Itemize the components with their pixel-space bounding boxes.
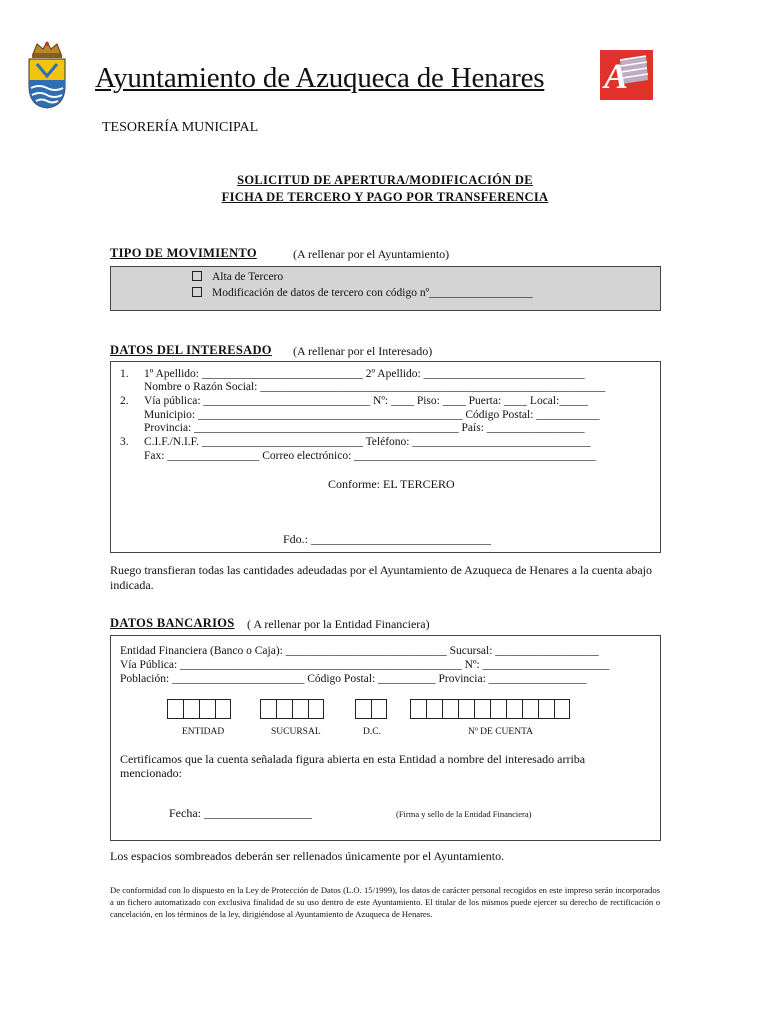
checkbox-modificacion[interactable] (192, 287, 202, 297)
line-text: 1º Apellido: ____________________________ 2º Apellido: ____________________________ (144, 368, 585, 380)
interesado-line[interactable] (120, 422, 585, 434)
digit-box[interactable] (292, 699, 308, 719)
option-alta[interactable] (192, 271, 283, 283)
option-modificacion[interactable] (192, 287, 533, 299)
interesado-line[interactable] (120, 381, 605, 393)
entidad-digits[interactable] (167, 699, 231, 719)
certificamos-text: Certificamos que la cuenta señalada figura abierta en esta Entidad a nombre del interesado arriba mencionado: (120, 752, 586, 780)
option-label: Modificación de datos de tercero con código nº__________________ (212, 287, 533, 299)
cuenta-digits[interactable] (410, 699, 570, 719)
logo-letter: A (604, 56, 629, 96)
line-text: Fax: ________________ Correo electrónico: __________________________________________ (144, 450, 596, 462)
bancarios-line[interactable]: Población: _______________________ Código Postal: __________ Provincia: _________________ (120, 673, 587, 685)
label-sucursal: SUCURSAL (271, 727, 321, 737)
interesado-line[interactable] (120, 409, 600, 421)
interesado-line[interactable] (120, 436, 591, 448)
tipo-note: (A rellenar por el Ayuntamiento) (293, 247, 450, 261)
municipal-logo (600, 50, 653, 100)
digit-box[interactable] (554, 699, 570, 719)
tipo-heading: TIPO DE MOVIMIENTO (110, 246, 257, 260)
line-text: Vía pública: _____________________________ Nº: ____ Piso: ____ Puerta: ____ Local:_____ (144, 395, 589, 407)
checkbox-alta[interactable] (192, 271, 202, 281)
interesado-line[interactable] (120, 368, 585, 380)
digit-box[interactable] (538, 699, 554, 719)
digit-box[interactable] (260, 699, 276, 719)
coat-of-arms-logo (25, 40, 69, 110)
line-number: 3. (120, 436, 129, 448)
digit-box[interactable] (458, 699, 474, 719)
digit-box[interactable] (522, 699, 538, 719)
digit-box[interactable] (308, 699, 324, 719)
digit-box[interactable] (199, 699, 215, 719)
dc-digits[interactable] (355, 699, 387, 719)
line-number: 2. (120, 395, 129, 407)
digit-box[interactable] (183, 699, 199, 719)
bancarios-line[interactable]: Entidad Financiera (Banco o Caja): ____________________________ Sucursal: __________________ (120, 645, 599, 657)
digit-box[interactable] (426, 699, 442, 719)
interesado-heading: DATOS DEL INTERESADO (110, 343, 272, 357)
line-text: C.I.F./N.I.F. ____________________________ Teléfono: _______________________________ (144, 436, 591, 448)
digit-box[interactable] (442, 699, 458, 719)
interesado-note: (A rellenar por el Interesado) (293, 344, 433, 358)
ruego-text: Ruego transfieran todas las cantidades adeudadas por el Ayuntamiento de Azuqueca de Henares a la cuenta abajo indicada. (110, 563, 653, 592)
label-dc: D.C. (363, 727, 381, 737)
form-title-line2: FICHA DE TERCERO Y PAGO POR TRANSFERENCIA (221, 190, 549, 204)
sucursal-digits[interactable] (260, 699, 324, 719)
digit-box[interactable] (276, 699, 292, 719)
digit-box[interactable] (371, 699, 387, 719)
line-text: Provincia: ______________________________________________ País: _________________ (144, 422, 585, 434)
label-entidad: ENTIDAD (182, 727, 225, 737)
digit-box[interactable] (167, 699, 183, 719)
firma-sello-label: (Firma y sello de la Entidad Financiera) (396, 809, 532, 819)
interesado-line[interactable] (120, 395, 588, 407)
bancarios-line[interactable]: Vía Pública: _________________________________________________ Nº: ______________________ (120, 659, 610, 671)
digit-box[interactable] (474, 699, 490, 719)
option-label: Alta de Tercero (212, 271, 284, 283)
department-label: TESORERÍA MUNICIPAL (102, 120, 259, 135)
digit-box[interactable] (490, 699, 506, 719)
fecha-field[interactable]: Fecha: __________________ (169, 806, 312, 820)
page-title: Ayuntamiento de Azuqueca de Henares (95, 62, 545, 94)
digit-box[interactable] (410, 699, 426, 719)
label-cuenta: Nº DE CUENTA (468, 727, 533, 737)
line-text: Nombre o Razón Social: ____________________________________________________________ (144, 381, 606, 393)
conforme-label: Conforme: EL TERCERO (328, 477, 455, 491)
bancarios-heading: DATOS BANCARIOS (110, 616, 235, 630)
interesado-line[interactable] (120, 450, 596, 462)
form-title-line1: SOLICITUD DE APERTURA/MODIFICACIÓN DE (237, 173, 533, 187)
digit-box[interactable] (215, 699, 231, 719)
bancarios-note: ( A rellenar por la Entidad Financiera) (247, 617, 430, 631)
sombreados-note: Los espacios sombreados deberán ser rellenados únicamente por el Ayuntamiento. (110, 849, 505, 863)
line-text: Municipio: ______________________________________________ Código Postal: ___________ (144, 409, 600, 421)
line-number: 1. (120, 368, 129, 380)
digit-box[interactable] (506, 699, 522, 719)
legal-notice: De conformidad con lo dispuesto en la Ley de Protección de Datos (L.O. 15/1999), los datos de carácter personal recogidos en este impreso serán incorporados a un fichero automatizado con exclusiva finalidad de su uso dentro de este Ayuntamiento. El titular de los mismos puede ejercer su derecho de rectificación o cancelación, en los términos de la ley, dirigiéndose al Ayuntamiento de Azuqueca de Henares. (110, 885, 660, 919)
digit-box[interactable] (355, 699, 371, 719)
firma-interesado[interactable]: Fdo.: ______________________________ (283, 532, 492, 546)
